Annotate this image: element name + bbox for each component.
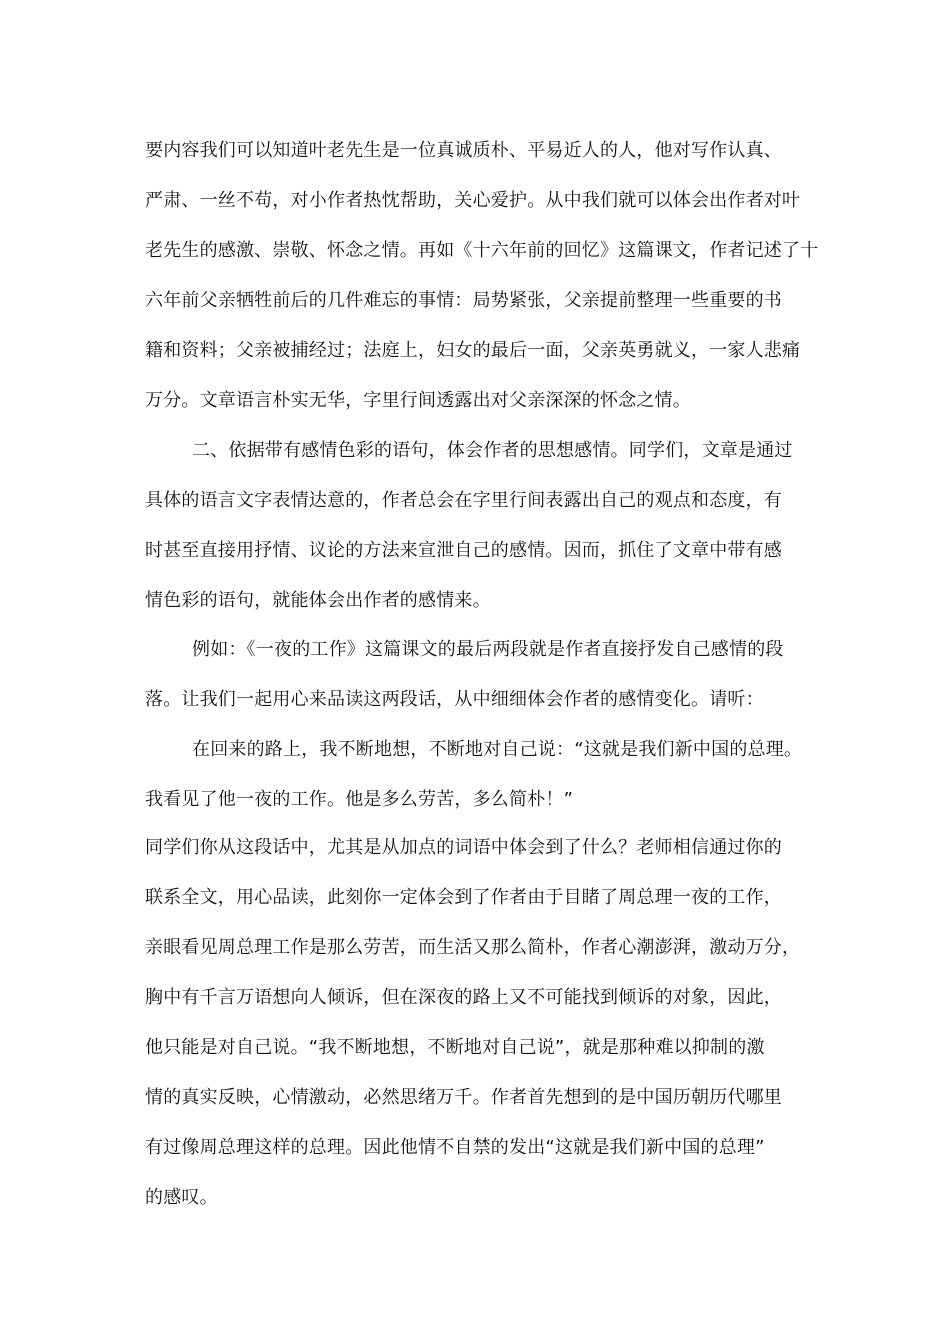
text-line-7: 二、依据带有感情色彩的语句，体会作者的思想感情。同学们，文章是通过	[192, 440, 793, 461]
text-line-22: 的感叹。	[145, 1187, 218, 1208]
text-line-20: 情的真实反映，心情激动，必然思绪万千。作者首先想到的是中国历朝历代哪里	[145, 1087, 782, 1108]
text-line-2: 严肃、一丝不苟，对小作者热忱帮助，关心爱护。从中我们就可以体会出作者对叶	[145, 190, 801, 211]
text-line-19: 他只能是对自己说。“我不断地想，不断地对自己说”，就是那种难以抑制的激	[145, 1037, 765, 1058]
text-line-10: 情色彩的语句，就能体会出作者的感情来。	[145, 590, 491, 611]
text-line-21: 有过像周总理这样的总理。因此他情不自禁的发出“这就是我们新中国的总理”	[145, 1137, 765, 1158]
text-line-1: 要内容我们可以知道叶老先生是一位真诚质朴、平易近人的人，他对写作认真、	[145, 140, 782, 161]
text-line-17: 亲眼看见周总理工作是那么劳苦，而生活又那么简朴，作者心潮澎湃，激动万分，	[145, 937, 801, 958]
text-line-16: 联系全文，用心品读，此刻你一定体会到了作者由于目睹了周总理一夜的工作，	[145, 887, 782, 908]
text-line-6: 万分。文章语言朴实无华，字里行间透露出对父亲深深的怀念之情。	[145, 390, 691, 411]
text-line-18: 胸中有千言万语想向人倾诉，但在深夜的路上又不可能找到倾诉的对象，因此，	[145, 987, 782, 1008]
text-line-15: 同学们你从这段话中，尤其是从加点的词语中体会到了什么？老师相信通过你的	[145, 837, 782, 858]
text-line-4: 六年前父亲牺牲前后的几件难忘的事情：局势紧张，父亲提前整理一些重要的书	[145, 290, 782, 311]
text-line-11: 例如：《一夜的工作》这篇课文的最后两段就是作者直接抒发自己感情的段	[192, 639, 784, 660]
text-line-14: 我看见了他一夜的工作。他是多么劳苦，多么简朴！”	[145, 789, 574, 810]
text-line-8: 具体的语言文字表情达意的，作者总会在字里行间表露出自己的观点和态度，有	[145, 490, 782, 511]
text-line-3: 老先生的感激、崇敬、怀念之情。再如《十六年前的回忆》这篇课文，作者记述了十	[145, 240, 819, 261]
text-line-5: 籍和资料；父亲被捕经过；法庭上，妇女的最后一面，父亲英勇就义，一家人悲痛	[145, 340, 801, 361]
text-line-12: 落。让我们一起用心来品读这两段话，从中细细体会作者的感情变化。请听：	[145, 689, 764, 710]
text-line-9: 时甚至直接用抒情、议论的方法来宣泄自己的感情。因而，抓住了文章中带有感	[145, 540, 782, 561]
text-line-13: 在回来的路上，我不断地想，不断地对自己说：“这就是我们新中国的总理。	[192, 739, 803, 760]
